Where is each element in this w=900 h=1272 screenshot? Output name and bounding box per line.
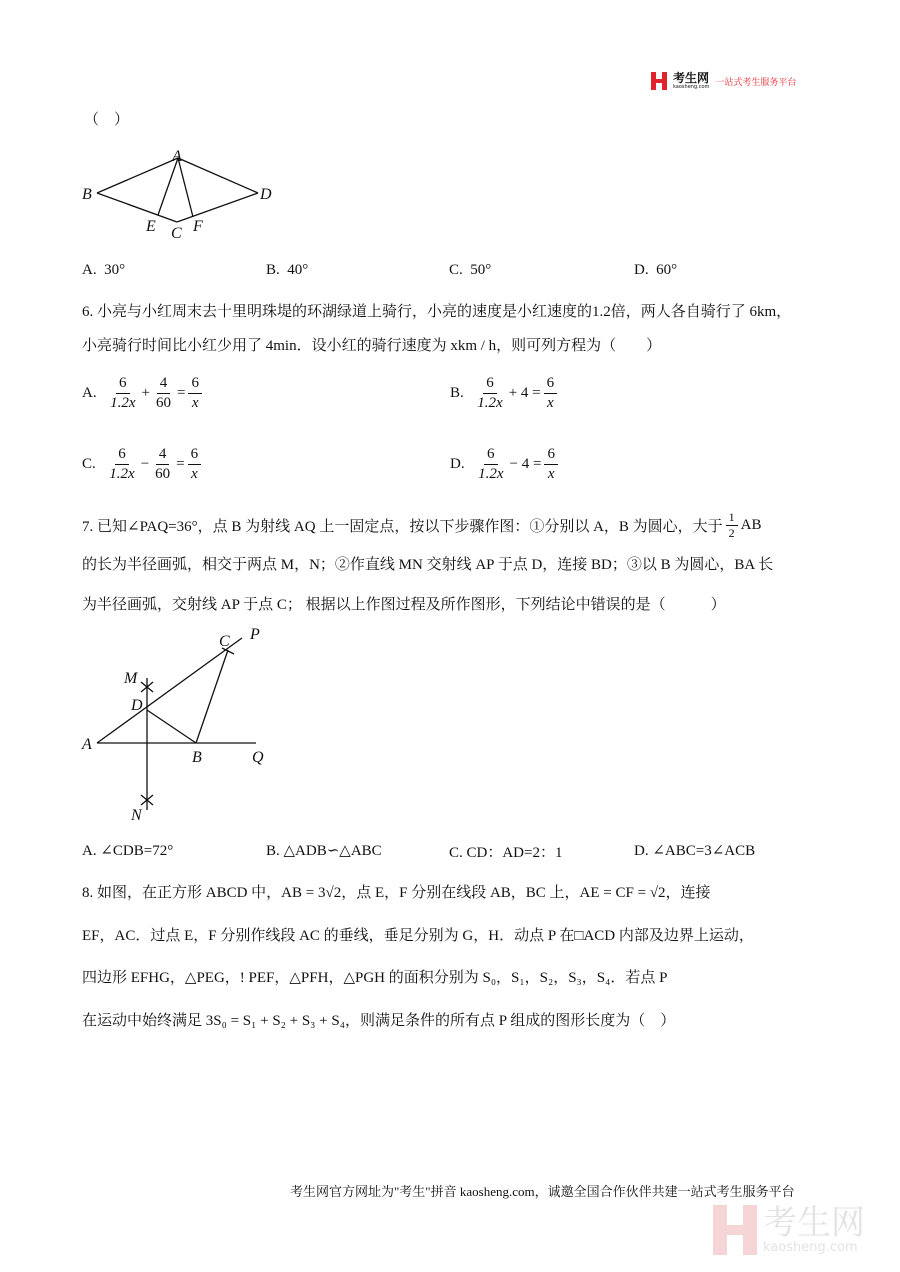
q6-option-b[interactable]: B. $\frac{6}{1.2x}$ + 4 = $\frac{6}{x}$ [450, 374, 560, 413]
logo-url: kaosheng.com [673, 84, 710, 90]
q7-text-line2: 的长为半径画弧，相交于两点 M，N；②作直线 MN 交射线 AP 于点 D，连接 BD；③以 B 为圆心，BA 长 [82, 557, 774, 573]
label-D: D [131, 697, 143, 714]
q7-text-line3: 为半径画弧，交射线 AP 于点 C； 根据以上作图过程及所作图形，下列结论中错误的是（ ） [82, 597, 726, 613]
q8-text-line4: 在运动中始终满足 3S₀ = S₁ + S₂ + S₃ + S₄，则满足条件的所有点 P 组成的图形长度为（ ） [82, 1013, 676, 1029]
label-P: P [250, 626, 260, 643]
q5-diagram [0, 140, 300, 240]
watermark-icon [713, 1205, 757, 1255]
q8-text-line3: 四边形 EFHG，△PEG，! PEF，△PFH，△PGH 的面积分别为 S₀，S₁，S₂，S₃，S₄．若点 P [82, 970, 668, 986]
label-B: B [82, 186, 92, 203]
q6-option-a[interactable]: A. $\frac{6}{1.2x}$ + $\frac{4}{60}$ = $\frac{6}{x}$ [82, 374, 205, 413]
label-A: A [172, 148, 182, 165]
q8-text-line1: 8. 如图，在正方形 ABCD 中，AB = 3√2，点 E，F 分别在线段 AB，BC 上，AE = CF = √2，连接 [82, 885, 711, 901]
q5-option-c[interactable]: C. 50° [449, 262, 492, 278]
q7-option-a[interactable]: A. ∠CDB=72° [82, 843, 174, 859]
q8-text-line2: EF，AC．过点 E，F 分别作线段 AC 的垂线，垂足分别为 G，H．动点 P 在□ACD 内部及边界上运动， [82, 928, 754, 944]
header-slogan: 一站式考生服务平台 [715, 77, 797, 88]
q6-text-line2: 小亮骑行时间比小红少用了 4min．设小红的骑行速度为 xkm / h，则可列方程为（ ） [82, 338, 662, 354]
q7-text-line1: 7. 已知∠PAQ=36°，点 B 为射线 AQ 上一固定点，按以下步骤作图：①分别以 A，B 为圆心，大于 $\frac{1}{2}$ AB [82, 510, 762, 540]
label-Q: Q [252, 749, 264, 766]
label-A: A [82, 736, 92, 753]
q5-option-b[interactable]: B. 40° [266, 262, 309, 278]
header-logo [651, 72, 796, 90]
label-N: N [131, 807, 142, 824]
footer-text: 考生网官方网址为"考生"拼音 kaosheng.com，诚邀全国合作伙伴共建一站式考生服务平台 [290, 1184, 795, 1199]
q6-text-line1: 6. 小亮与小红周末去十里明珠堤的环湖绿道上骑行，小亮的速度是小红速度的1.2倍，两人各自骑行了 6km， [82, 304, 792, 320]
label-D: D [260, 186, 272, 203]
label-E: E [146, 218, 156, 235]
q5-answer-blank: （ ） [84, 112, 130, 128]
label-C: C [171, 225, 182, 240]
label-C: C [219, 633, 230, 650]
label-F: F [193, 218, 203, 235]
q6-option-c[interactable]: C. $\frac{6}{1.2x}$ − $\frac{4}{60}$ = $\frac{6}{x}$ [82, 445, 204, 484]
q7-option-c[interactable]: C. CD：AD=2：1 [449, 845, 563, 861]
watermark-logo: 考生网 kaosheng.com [713, 1205, 865, 1255]
q5-option-d[interactable]: D. 60° [634, 262, 678, 278]
logo-name: 考生网 [673, 71, 710, 85]
label-M: M [124, 670, 138, 687]
q7-option-b[interactable]: B. △ADB∽△ABC [266, 843, 382, 859]
q7-option-d[interactable]: D. ∠ABC=3∠ACB [634, 843, 756, 859]
q7-diagram [0, 620, 300, 830]
q6-option-d[interactable]: D. $\frac{6}{1.2x}$ − 4 = $\frac{6}{x}$ [450, 445, 561, 484]
q5-option-a[interactable]: A. 30° [82, 262, 126, 278]
label-B: B [192, 749, 202, 766]
logo-icon [651, 72, 667, 90]
